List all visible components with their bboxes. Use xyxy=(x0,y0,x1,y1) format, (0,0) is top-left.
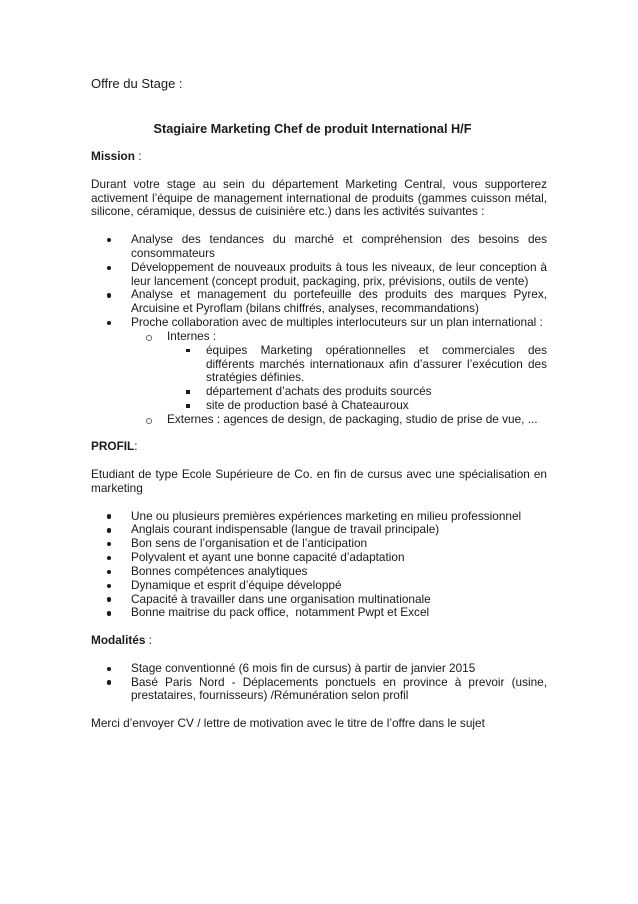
list-item-line: différents marchés internationaux afin d’assurer l’exécution des xyxy=(206,356,547,371)
list-item-line: Dynamique et esprit d’équipe développé xyxy=(131,577,342,592)
list-item xyxy=(91,316,547,330)
sub-list-item xyxy=(91,413,547,427)
bullet-icon xyxy=(107,528,111,532)
list-item-line: Bonne maitrise du pack office, notamment Pwpt et Excel xyxy=(131,605,430,620)
bullet-icon xyxy=(107,556,111,560)
list-item xyxy=(91,523,547,537)
square-bullet-icon xyxy=(186,349,190,353)
bullet-icon xyxy=(107,321,111,325)
square-bullet-icon xyxy=(186,390,190,394)
list-item xyxy=(91,565,547,579)
list-item-line: Capacité à travailler dans une organisation multinationale xyxy=(131,591,431,606)
bullet-icon xyxy=(107,514,111,518)
bullet-icon xyxy=(107,680,111,684)
list-item-line: Externes : agences de design, de packaging, studio de prise de vue, ... xyxy=(167,411,538,426)
list-item-line: Bon sens de l’organisation et de l’anticipation xyxy=(131,536,368,551)
list-item-line: consommateurs xyxy=(131,245,215,260)
list-item-line: site de production basé à Chateauroux xyxy=(206,398,409,412)
bullet-icon xyxy=(107,238,111,242)
bullet-icon xyxy=(107,611,111,615)
list-item-line: Bonnes compétences analytiques xyxy=(131,563,308,578)
list-item xyxy=(91,662,547,676)
sub-list-item xyxy=(91,330,547,344)
bullet-icon xyxy=(107,584,111,588)
profil-list xyxy=(91,510,547,621)
list-item-line: Arcuisine et Pyroflam (bilans chiffrés, analyses, recommandations) xyxy=(131,301,479,316)
document-body xyxy=(91,0,547,731)
list-item-line: Basé Paris Nord - Déplacements ponctuels en province à prevoir (usine, xyxy=(131,674,547,689)
list-item xyxy=(91,510,547,524)
list-item-line: Analyse des tendances du marché et compréhension des besoins des xyxy=(131,232,547,247)
paragraph-line: activement l’équipe de management international de produits (gammes cuisson métal, xyxy=(91,190,547,205)
list-item-line: Développement de nouveaux produits à tous les niveaux, de leur conception à xyxy=(131,259,547,274)
profil-heading-label: PROFIL xyxy=(91,439,135,454)
sub-sub-list-item xyxy=(91,385,547,399)
list-item-line: stratégies définies. xyxy=(206,370,305,385)
modalites-heading xyxy=(91,634,547,648)
circle-bullet-icon xyxy=(146,418,152,424)
list-item xyxy=(91,288,547,316)
list-item xyxy=(91,579,547,593)
sub-sub-list-item xyxy=(91,344,547,385)
list-item-line: Anglais courant indispensable (langue de travail principale) xyxy=(131,522,440,537)
list-item-line: Stage conventionné (6 mois fin de cursus) à partir de janvier 2015 xyxy=(131,660,476,675)
paragraph-line: marketing xyxy=(91,480,143,495)
spacer xyxy=(91,620,547,634)
bullet-icon xyxy=(107,293,111,297)
spacer xyxy=(91,648,547,662)
bullet-icon xyxy=(107,570,111,574)
closing-text: Merci d’envoyer CV / lettre de motivation avec le titre de l’offre dans le sujet xyxy=(91,716,485,731)
spacer xyxy=(91,496,547,510)
sub-sub-list-item xyxy=(91,399,547,413)
mission-heading-label: Mission xyxy=(91,149,135,164)
list-item-line: département d’achats des produits sourcés xyxy=(206,384,432,399)
spacer xyxy=(91,703,547,717)
list-item xyxy=(91,233,547,261)
list-item-line: Proche collaboration avec de multiples interlocuteurs sur un plan international : xyxy=(131,315,543,330)
circle-bullet-icon xyxy=(146,335,152,341)
list-item xyxy=(91,606,547,620)
list-item xyxy=(91,551,547,565)
mission-heading xyxy=(91,150,547,164)
modalites-heading-colon: : xyxy=(145,633,152,648)
offer-title: Stagiaire Marketing Chef de produit International H/F xyxy=(153,121,472,136)
profil-paragraph xyxy=(91,468,547,496)
profil-heading xyxy=(91,440,547,454)
spacer xyxy=(91,454,547,468)
paragraph-line: Durant votre stage au sein du département Marketing Central, vous supporterez xyxy=(91,176,547,191)
list-item-line: Polyvalent et ayant une bonne capacité d’adaptation xyxy=(131,550,405,565)
spacer xyxy=(91,219,547,233)
list-item-line: équipes Marketing opérationnelles et commerciales des xyxy=(206,342,547,357)
bullet-icon xyxy=(107,542,111,546)
paragraph-line: Etudiant de type Ecole Supérieure de Co. en fin de cursus avec une spécialisation en xyxy=(91,467,547,482)
mission-list xyxy=(91,233,547,427)
square-bullet-icon xyxy=(186,404,190,408)
mission-paragraph xyxy=(91,178,547,219)
list-item-line: Internes : xyxy=(167,328,217,343)
paragraph-line: silicone, céramique, dessus de cuisinière etc.) dans les activités suivantes : xyxy=(91,204,485,219)
list-item-line: Analyse et management du portefeuille des produits des marques Pyrex, xyxy=(131,287,547,302)
list-item xyxy=(91,261,547,289)
bullet-icon xyxy=(107,266,111,270)
spacer xyxy=(91,427,547,441)
modalites-list xyxy=(91,662,547,703)
list-item xyxy=(91,593,547,607)
list-item xyxy=(91,537,547,551)
list-item-line: leur lancement (concept produit, packaging, prix, prévisions, outils de vente) xyxy=(131,273,529,288)
spacer xyxy=(91,164,547,178)
list-item-line: Une ou plusieurs premières expériences marketing en milieu professionnel xyxy=(131,508,522,523)
profil-heading-colon: : xyxy=(134,439,138,454)
mission-heading-colon: : xyxy=(134,149,142,164)
list-item xyxy=(91,676,547,704)
bullet-icon xyxy=(107,667,111,671)
intro-text: Offre du Stage : xyxy=(91,76,183,91)
modalites-heading-label: Modalités xyxy=(91,633,146,648)
bullet-icon xyxy=(107,597,111,601)
list-item-line: prestataires, fournisseurs) /Rémunération selon profil xyxy=(131,688,409,703)
